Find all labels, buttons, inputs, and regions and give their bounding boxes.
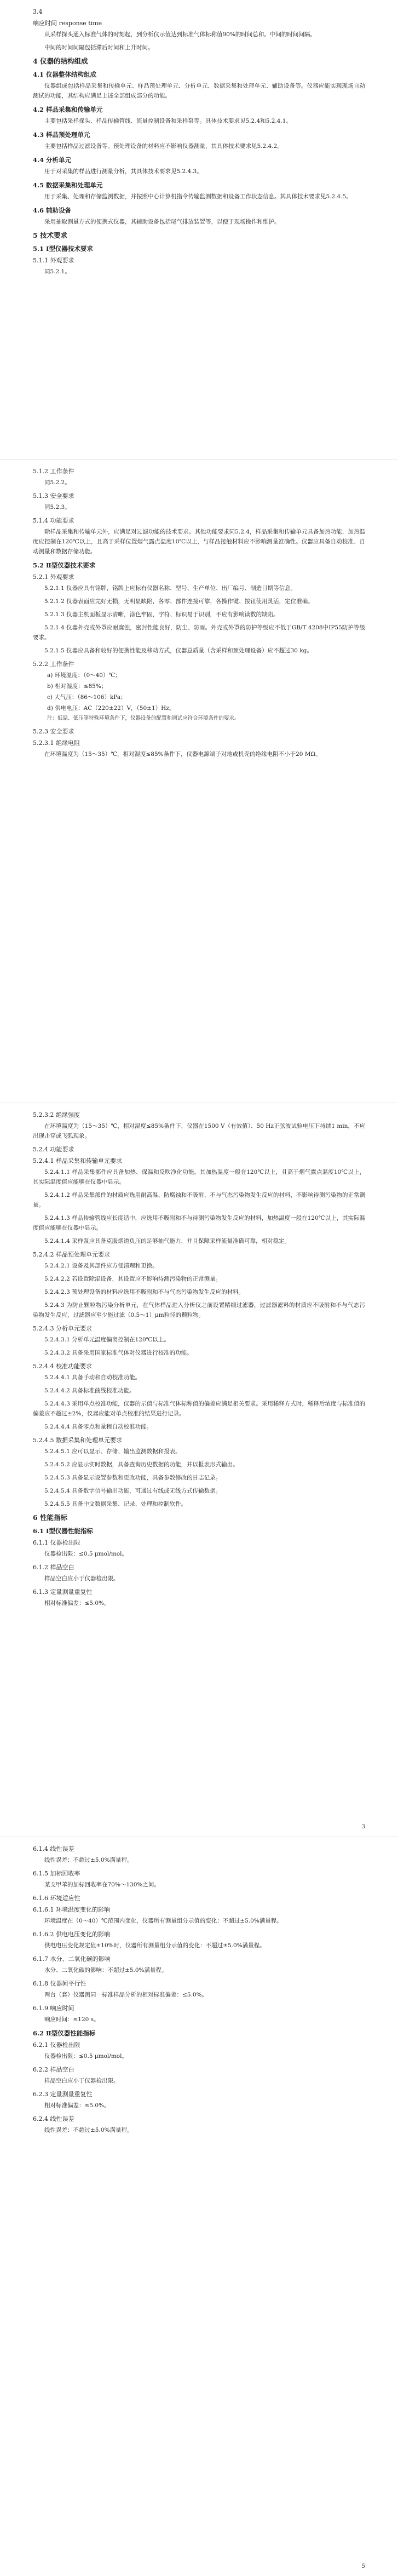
paragraph: 在环境温度为（15～35）℃，相对湿度≤85%条件下，仪器在1500 V（有效值）、50 Hz正弦波试验电压下持续1 min，不应出现击穿或飞弧现象。 bbox=[33, 1123, 365, 1139]
clause-heading: 6.1.6.2 供电电压变化的影响 bbox=[33, 1931, 110, 1938]
clause-heading: 5.2.4.3 分析单元要求 bbox=[33, 1325, 92, 1332]
paragraph: 5.2.4.5.5 具备中文数据采集、记录、处理和控制软件。 bbox=[44, 1501, 187, 1507]
clause-heading: 6.1.2 样品空白 bbox=[33, 1564, 74, 1571]
paragraph: 5.2.4.2.3 预处理设备的材料应选用不吸附和不与气态污染物发生反应的材料。 bbox=[44, 1289, 245, 1295]
paragraph: 5.2.4.5.1 应可以显示、存储、输出监测数据和报表。 bbox=[44, 1448, 181, 1455]
paragraph: 某支甲苯的加标回收率在70%～130%之间。 bbox=[44, 1881, 160, 1888]
paragraph: 5.2.4.1.2 样品采集部件的材质应选用耐高温、防腐蚀和不吸附、不与气态污染物发生反应的材料，不影响待测污染物的正常测量。 bbox=[33, 1192, 365, 1208]
page bbox=[0, 1103, 398, 1837]
clause-heading: 6.2.2 样品空白 bbox=[33, 2066, 74, 2073]
clause-heading: 5.2.4.1 样品采集和传输单元要求 bbox=[33, 1157, 122, 1164]
paragraph: 仪器检出限：≤0.5 μmol/mol。 bbox=[44, 1551, 128, 1557]
subsection-heading: 4.4 分析单元 bbox=[33, 156, 72, 164]
paragraph: 主要包括采样探头、样品传输管线、流量控制设备和采样泵等。具体技术要求见5.2.4和5.2.4.1。 bbox=[44, 118, 292, 124]
paragraph: 同5.2.1。 bbox=[44, 268, 71, 275]
clause-heading: 5.2.3.2 绝缘强度 bbox=[33, 1111, 80, 1118]
clause-heading: 5.2.4 功能要求 bbox=[33, 1146, 74, 1153]
paragraph: 5.2.4.5.4 具备数字信号输出功能，可通过有线或无线方式传输数据。 bbox=[44, 1488, 222, 1494]
page-number: 3 bbox=[361, 1824, 365, 1830]
page-number: 5 bbox=[361, 2563, 365, 2569]
clause-heading: 5.1.4 功能要求 bbox=[33, 517, 74, 524]
clause-heading: 6.1.7 水分、二氧化碳的影响 bbox=[33, 1955, 111, 1963]
paragraph: 仪器组成包括样品采集和传输单元、样品预处理单元、分析单元、数据采集和处理单元、辅助设备等。仪器应能实现现场自动测试的功能，其结构应满足上述全部组成部分的功能。 bbox=[33, 83, 365, 99]
clause-heading: 6.2.3 定量测量重复性 bbox=[33, 2091, 93, 2098]
paragraph: 供电电压变化规定值±10%时，仪器所有测量组分示值的变化：不超过±5.0%满量程。 bbox=[44, 1942, 266, 1949]
section-heading: 5 技术要求 bbox=[33, 231, 68, 239]
paragraph: 5.2.4.2.2 若设置除湿设备，其设置应不影响待测污染物的正常测量。 bbox=[44, 1276, 222, 1282]
subsection-heading: 6.2 Ⅱ型仪器性能指标 bbox=[33, 2029, 96, 2037]
paragraph: 5.2.4.4.1 具备手动和自动校准功能。 bbox=[44, 1374, 141, 1381]
list-item: c) 大气压：（86～106）kPa； bbox=[47, 694, 126, 701]
clause-heading: 6.1.6.1 环境温度变化的影响 bbox=[33, 1906, 110, 1913]
paragraph: 两台（套）仪器测同一标准样品分析的相对标准偏差：≤5.0%。 bbox=[44, 1992, 207, 1998]
subsection-heading: 4.3 样品预处理单元 bbox=[33, 131, 90, 139]
subsection-heading: 4.6 辅助设备 bbox=[33, 206, 72, 214]
clause-heading: 3.4 bbox=[33, 8, 43, 15]
page bbox=[0, 0, 398, 459]
paragraph: 线性误差：不超过±5.0%满量程。 bbox=[44, 2127, 133, 2133]
clause-heading: 6.1.1 仪器检出限 bbox=[33, 1539, 80, 1546]
paragraph: 环境温度在（0～40）℃范围内变化，仪器所有测量组分示值的变化：不超过±5.0%满量程。 bbox=[44, 1918, 282, 1924]
paragraph: 5.2.1.1 仪器应具有铭牌，铭牌上应标有仪器名称、型号、生产单位、出厂编号、制造日期等信息。 bbox=[44, 585, 297, 592]
clause-heading: 6.1.6 环境适应性 bbox=[33, 1895, 80, 1902]
paragraph: 5.2.4.3.2 具备采用国家标准气体对仪器进行校准的功能。 bbox=[44, 1350, 193, 1356]
paragraph: 5.2.4.1.1 样品采集部件应具备加热、保温和反吹净化功能。其加热温度一般在120℃以上，且高于烟气露点温度10℃以上，其实际温度值应能够在仪器中显示。 bbox=[33, 1169, 365, 1185]
paragraph: 相对标准偏差：≤5.0%。 bbox=[44, 2102, 110, 2109]
paragraph: 同5.2.2。 bbox=[44, 479, 71, 486]
clause-heading: 5.2.3 安全要求 bbox=[33, 728, 74, 735]
clause-heading: 6.1.8 仪器间平行性 bbox=[33, 1980, 86, 1987]
clause-heading: 5.1.1 外观要求 bbox=[33, 257, 74, 264]
paragraph: 线性误差：不超过±5.0%满量程。 bbox=[44, 1857, 133, 1863]
subsection-heading: 4.1 仪器整体结构组成 bbox=[33, 71, 97, 78]
paragraph: 在环境温度为（15～35）℃，相对湿度≤85%条件下，仪器电源端子对地或机壳的绝缘电阻不小于20 MΩ。 bbox=[44, 751, 321, 758]
section-heading: 4 仪器的结构组成 bbox=[33, 57, 88, 65]
paragraph: 样品空白应小于仪器检出限。 bbox=[44, 1575, 119, 1582]
paragraph: 5.2.4.1.4 采样泵应具备克服烟道负压的足够抽气能力，并且保障采样流量准确可靠，相对稳定。 bbox=[44, 1238, 291, 1244]
clause-heading: 5.2.1 外观要求 bbox=[33, 573, 74, 581]
clause-heading: 5.1.3 安全要求 bbox=[33, 492, 74, 500]
clause-heading: 5.2.4.5 数据采集和处理单元要求 bbox=[33, 1437, 122, 1444]
page bbox=[0, 459, 398, 1103]
paragraph: 5.2.4.5.3 具备显示设置参数和更改功能，具备参数修改的日志记录。 bbox=[44, 1475, 222, 1481]
paragraph: 除样品采集和传输单元外，应满足对过滤功能的技术要求。其他功能要求同5.2.4，样品采集和传输单元具备加热功能，加热温度应控制在120℃以上，且高于采样位置烟气露点温度10℃以上，与样品接触材料应不影响测量准确性。仪器应具备自动校准、自动测量和数据存储功能。 bbox=[33, 529, 365, 555]
paragraph: 5.2.1.4 仪器外壳或外罩应耐腐蚀，密封性能良好，防尘、防雨。外壳或外罩的防护等级应不低于GB/T 4208中IP55防护等级要求。 bbox=[33, 624, 365, 641]
section-heading: 6 性能指标 bbox=[33, 1513, 68, 1522]
paragraph: 从采样探头通入标准气体的时刻起，到分析仪示值达到标准气体标称值90%的时间总和。中间的时间间隔。 bbox=[44, 31, 316, 38]
paragraph: 用于对采集的样品进行测量分析，其具体技术要求见5.2.4.3。 bbox=[44, 168, 203, 175]
paragraph: 5.2.4.5.2 应显示实时数据，具备查询历史数据的功能，并以报表形式输出。 bbox=[44, 1461, 239, 1468]
paragraph: 5.2.4.4.3 采用单点校准功能，仪器的示值与标准气体标称值的偏差应满足相关要求。采用稀释方式时，稀释后浓度与标准值的偏差应不超过±2%，仪器应能对单点校准的结果进行记录。 bbox=[33, 1401, 365, 1417]
clause-heading: 5.2.3.1 绝缘电阻 bbox=[33, 739, 80, 747]
clause-heading: 6.1.9 响应时间 bbox=[33, 2005, 74, 2012]
paragraph: 相对标准偏差：≤5.0%。 bbox=[44, 1600, 110, 1607]
clause-heading: 6.1.3 定量测量重复性 bbox=[33, 1588, 93, 1596]
paragraph: 同5.2.3。 bbox=[44, 504, 71, 510]
paragraph: 样品空白应小于仪器检出限。 bbox=[44, 2078, 119, 2084]
subsection-heading: 6.1 Ⅰ型仪器性能指标 bbox=[33, 1527, 93, 1535]
paragraph: 5.2.1.5 仪器应具备和较好的便携性能及移动方式，仪器总质量（含采样和预处理设备）应不超过30 kg。 bbox=[44, 647, 313, 654]
clause-heading: 5.2.4.4 校准功能要求 bbox=[33, 1363, 92, 1370]
clause-heading: 5.2.4.2 样品预处理单元要求 bbox=[33, 1251, 110, 1258]
note: 注：低温、低压等特殊环境条件下，仪器设备的配置和调试应符合环境条件的要求。 bbox=[47, 715, 240, 721]
paragraph: 仪器检出限：≤0.5 μmol/mol。 bbox=[44, 2053, 128, 2059]
subsection-heading: 4.5 数据采集和处理单元 bbox=[33, 181, 103, 189]
clause-heading: 6.2.1 仪器检出限 bbox=[33, 2041, 80, 2049]
list-item: a) 环境温度：（0～40）℃； bbox=[47, 672, 121, 679]
paragraph: 5.2.4.3 为防止颗粒物污染分析单元，在气体样品进入分析仪之前设置精细过滤器，过滤器滤料的材质应不吸附和不与气态污染物发生反应，过滤器应至少能过滤（0.5～1）μm粒径的颗粒物。 bbox=[33, 1302, 365, 1318]
paragraph: 5.2.1.2 仪器表面应完好无损，无明显缺陷，各零、部件连接可靠，各操作键、按钮使用灵活，定位准确。 bbox=[44, 598, 314, 605]
list-item: b) 相对湿度：≤85%； bbox=[47, 683, 107, 690]
clause-heading: 6.1.5 加标回收率 bbox=[33, 1870, 80, 1877]
clause-heading: 6.1.4 线性误差 bbox=[33, 1845, 74, 1852]
list-item: d) 供电电压：AC（220±22）V，（50±1）Hz。 bbox=[47, 705, 175, 712]
paragraph: 5.2.4.3.1 分析单元温度偏离控制在120℃以上。 bbox=[44, 1336, 170, 1343]
paragraph: 中间的时间间隔包括滞后时间和上升时间。 bbox=[44, 44, 154, 51]
paragraph: 5.2.4.4.4 具备零点和量程自动校准功能。 bbox=[44, 1424, 153, 1430]
clause-heading: 5.1.2 工作条件 bbox=[33, 468, 74, 475]
paragraph: 采用抽取测量方式的便携式仪器，其辅助设备包括尾气排放装置等，以便于现场操作和维护。 bbox=[44, 219, 280, 225]
clause-heading: 6.2.4 线性误差 bbox=[33, 2115, 74, 2122]
paragraph: 5.2.4.4.2 具备标准曲线校准功能。 bbox=[44, 1387, 135, 1394]
paragraph: 5.2.1.3 仪器主机面板显示清晰，涂色牢固，字符、标识易于识别，不应有影响读数的缺陷。 bbox=[44, 611, 279, 618]
paragraph: 5.2.4.1.3 样品传输管线应长度适中，应选用不吸附和不与待测污染物发生反应的材料，加热温度一般在120℃以上，其实际温度值应能够在仪器中显示。 bbox=[33, 1215, 365, 1231]
subsection-heading: 5.2 Ⅱ型仪器技术要求 bbox=[33, 561, 96, 569]
clause-heading: 5.2.2 工作条件 bbox=[33, 661, 74, 668]
paragraph: 5.2.4.2.1 设备及其部件应方便清理和更换。 bbox=[44, 1263, 158, 1269]
paragraph: 水分、二氧化碳的影响：不超过±5.0%满量程。 bbox=[44, 1967, 168, 1973]
paragraph: 响应时间：≤120 s。 bbox=[44, 2016, 100, 2023]
subsection-heading: 5.1 Ⅰ型仪器技术要求 bbox=[33, 245, 93, 253]
clause-heading: 响应时间 response time bbox=[33, 20, 102, 27]
paragraph: 用于采集、处理和存储监测数据，并按照中心计算机指令传输监测数据和设备工作状态信息。其具体技术要求见5.2.4.5。 bbox=[44, 193, 352, 200]
subsection-heading: 4.2 样品采集和传输单元 bbox=[33, 106, 103, 113]
page bbox=[0, 1837, 398, 2576]
paragraph: 主要包括样品过滤设备等。预处理设备的材料应不影响仪器测量，其具体技术要求见5.2.4.2。 bbox=[44, 143, 283, 150]
